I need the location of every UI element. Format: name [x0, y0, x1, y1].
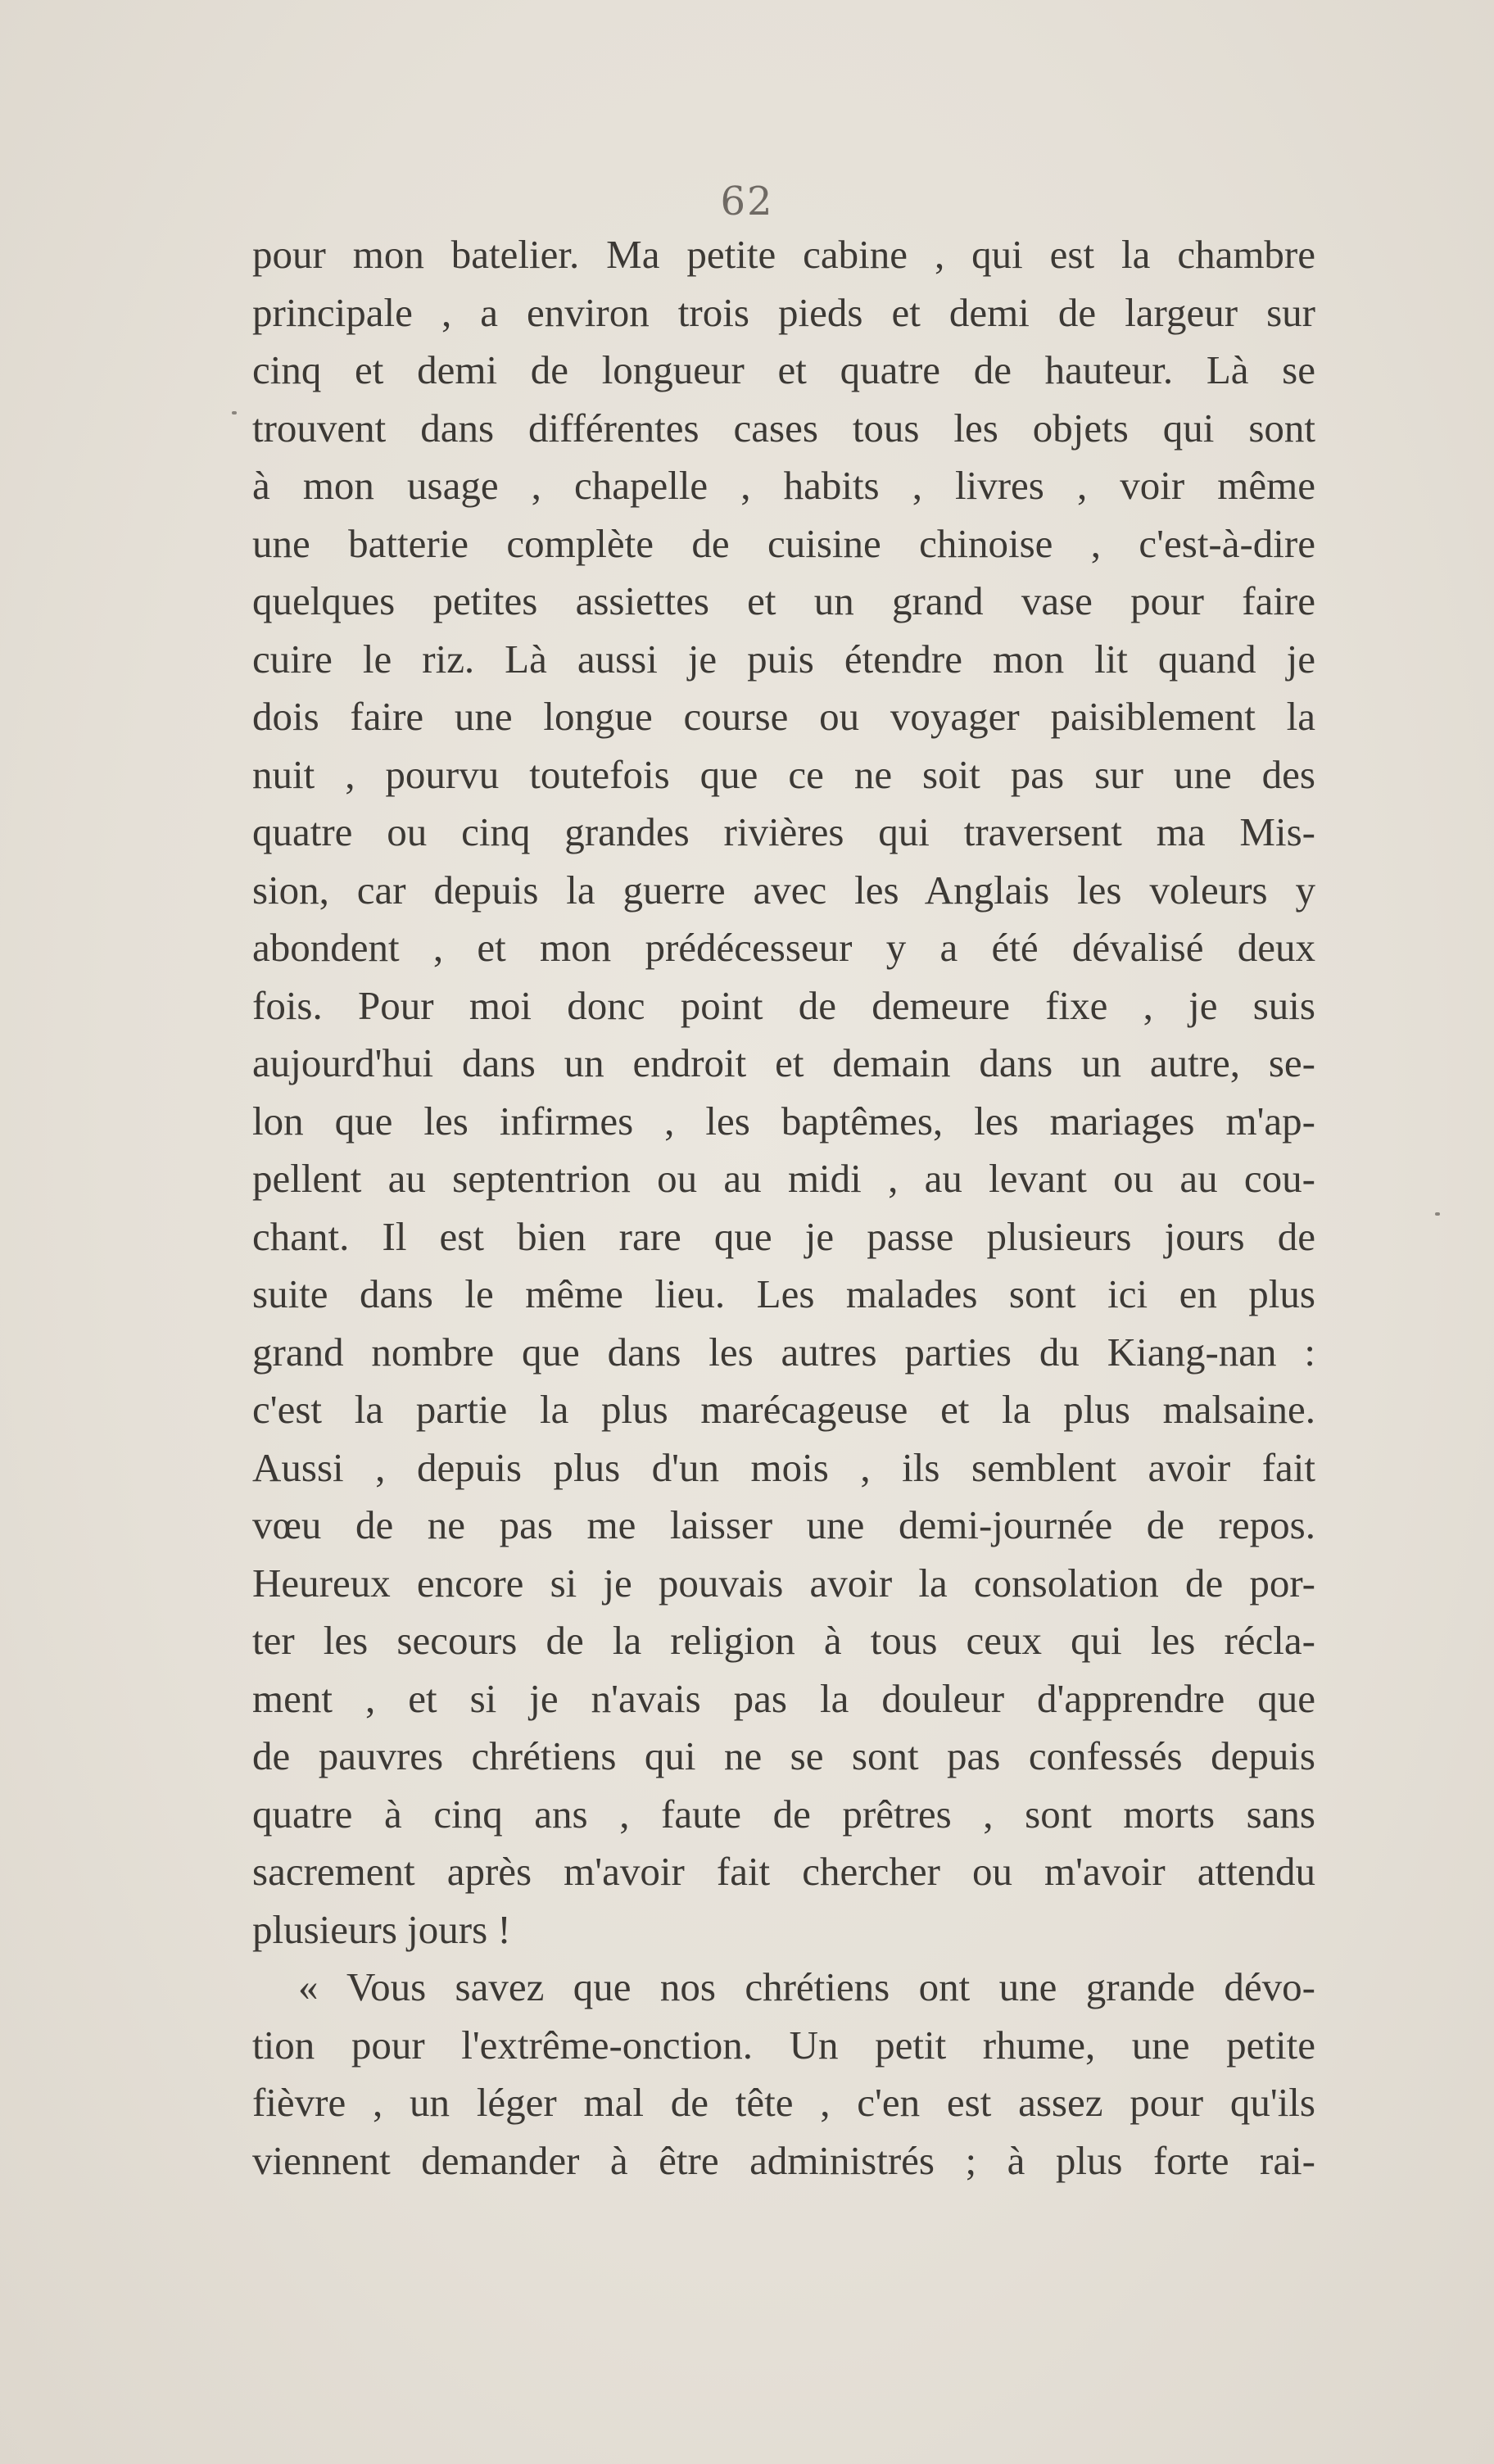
text-line: lon que les infirmes , les baptêmes, les mariages m'ap- [252, 1098, 1315, 1144]
text-line: chant. Il est bien rare que je passe plusieurs jours de [252, 1213, 1315, 1259]
text-line: nuit , pourvu toutefois que ce ne soit pas sur une des [252, 751, 1315, 797]
text-line: dois faire une longue course ou voyager paisiblement la [252, 694, 1315, 739]
text-line: trouvent dans différentes cases tous les objets qui sont [252, 405, 1315, 451]
text-line: quelques petites assiettes et un grand vase pour faire [252, 578, 1315, 623]
text-line: à mon usage , chapelle , habits , livres , voir même [252, 463, 1315, 508]
text-line-paragraph-end: plusieurs jours ! [252, 1906, 511, 1952]
text-line: abondent , et mon prédécesseur y a été dévalisé deux [252, 925, 1315, 970]
text-line: cinq et demi de longueur et quatre de hauteur. Là se [252, 347, 1315, 392]
text-line: une batterie complète de cuisine chinoise , c'est-à-dire [252, 520, 1315, 566]
text-line: quatre à cinq ans , faute de prêtres , sont morts sans [252, 1791, 1315, 1837]
margin-speck [1435, 1212, 1440, 1216]
text-line: fois. Pour moi donc point de demeure fixe , je suis [252, 982, 1315, 1028]
text-line: c'est la partie la plus marécageuse et la plus malsaine. [252, 1387, 1315, 1432]
text-line: grand nombre que dans les autres parties du Kiang-nan : [252, 1329, 1315, 1375]
text-line: Heureux encore si je pouvais avoir la consolation de por- [252, 1560, 1315, 1606]
text-line: aujourd'hui dans un endroit et demain dans un autre, se- [252, 1040, 1315, 1085]
text-line: Aussi , depuis plus d'un mois , ils semblent avoir fait [252, 1444, 1315, 1490]
text-line: pour mon batelier. Ma petite cabine , qui est la chambre [252, 232, 1315, 277]
text-line: fièvre , un léger mal de tête , c'en est assez pour qu'ils [252, 2080, 1315, 2125]
text-line: ter les secours de la religion à tous ceux qui les récla- [252, 1618, 1315, 1663]
text-line: quatre ou cinq grandes rivières qui traversent ma Mis- [252, 809, 1315, 854]
text-line: sion, car depuis la guerre avec les Anglais les voleurs y [252, 867, 1315, 913]
margin-speck [232, 411, 237, 414]
text-line: tion pour l'extrême-onction. Un petit rhume, une petite [252, 2022, 1315, 2068]
text-line: de pauvres chrétiens qui ne se sont pas confessés depuis [252, 1733, 1315, 1778]
text-line: cuire le riz. Là aussi je puis étendre mon lit quand je [252, 636, 1315, 682]
text-line: pellent au septentrion ou au midi , au levant ou au cou- [252, 1156, 1315, 1201]
text-line: suite dans le même lieu. Les malades sont ici en plus [252, 1271, 1315, 1316]
text-line: principale , a environ trois pieds et demi de largeur sur [252, 289, 1315, 335]
text-line-paragraph-start: « Vous savez que nos chrétiens ont une grande dévo- [298, 1964, 1315, 2009]
body-text [252, 226, 1315, 2190]
text-line: viennent demander à être administrés ; à plus forte rai- [252, 2137, 1315, 2183]
text-line: ment , et si je n'avais pas la douleur d'apprendre que [252, 1675, 1315, 1721]
text-line: vœu de ne pas me laisser une demi-journée de repos. [252, 1502, 1315, 1547]
page-number: 62 [720, 179, 774, 224]
text-line: sacrement après m'avoir fait chercher ou m'avoir attendu [252, 1849, 1315, 1894]
